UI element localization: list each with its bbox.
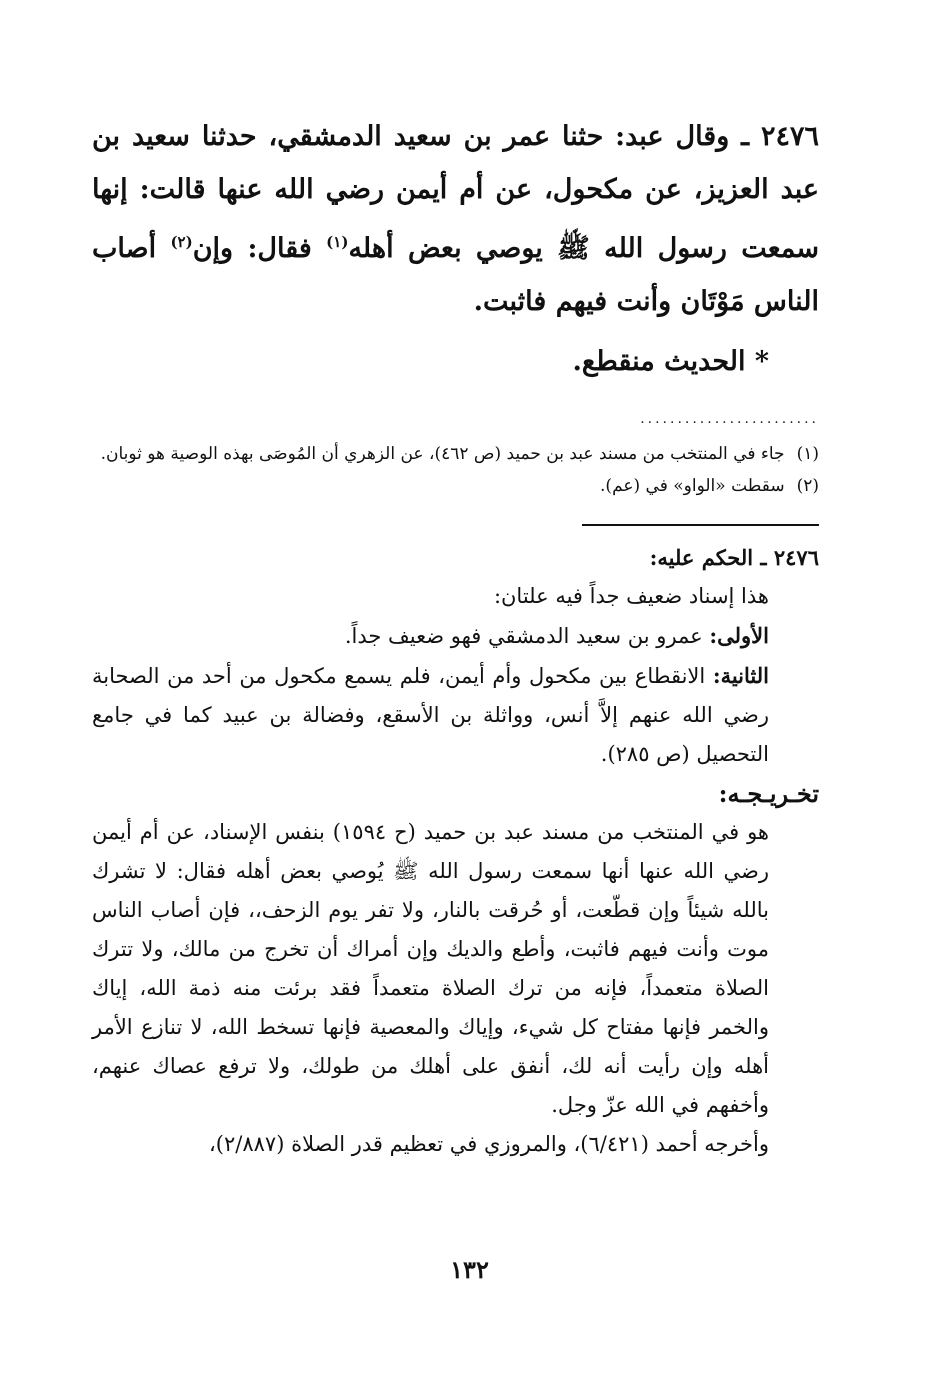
second-label: الثانية: bbox=[712, 663, 769, 688]
footnote-text: سقطت «الواو» في (عم). bbox=[600, 476, 785, 496]
ruling-intro: هذا إسناد ضعيف جداً فيه علتان: bbox=[493, 584, 769, 608]
footnote-number: (٢) bbox=[796, 476, 819, 496]
takhrij-paragraph-2: وأخرجه أحمد (٦/٤٢١)، والمروزي في تعظيم قدر الصلاة (٢/٨٨٧)، bbox=[209, 1132, 769, 1156]
second-text: الانقطاع بين مكحول وأم أيمن، فلم يسمع مكحول من أحد من الصحابة رضي الله عنهم إلاَّ أنس، وواثلة بن الأسقع، وفضالة بن عبيد كما في جامع التحصيل (ص ٢٨٥). bbox=[92, 664, 769, 766]
verdict-short: * الحديث منقطع. bbox=[572, 346, 769, 377]
first-label: الأولى: bbox=[709, 623, 769, 648]
section-divider bbox=[582, 524, 819, 526]
ruling-first bbox=[92, 616, 819, 656]
footnote-number: (١) bbox=[796, 444, 819, 464]
takhrij-paragraph-1: هو في المنتخب من مسند عبد بن حميد (ح ١٥٩٤) بنفس الإسناد، عن أم أيمن رضي الله عنها أنها سمعت رسول الله ﷺ يُوصي بعض أهله فقال: لا تشرك بالله شيئاً وإن قطّعت، أو حُرقت بالنار، ولا تفر يوم الزحف،، فإن أصاب الناس موت وأنت فيهم فاثبت، وأطع والديك وإن أمراك أن تخرج من مالك، ولا تترك الصلاة متعمداً، فإنه من ترك الصلاة متعمداً فقد برئت منه ذمة الله، إياك والخمر فإنها مفتاح كل شيء، وإياك والمعصية فإنها تسخط الله، لا تنازع الأمر أهله وإن رأيت أنه لك، أنفق على أهلك من طولك، ولا ترفع عصاك عنهم، وأخفهم في الله عزّ وجل. bbox=[92, 820, 770, 1117]
footnote-1 bbox=[92, 438, 819, 470]
footnote-2 bbox=[92, 470, 819, 502]
ruling-heading: ٢٤٧٦ ـ الحكم عليه: bbox=[649, 545, 819, 570]
hadith-body: وقال عبد: حثنا عمر بن سعيد الدمشقي، حدثنا سعيد بن عبد العزيز، عن مكحول، عن أم أيمن رضي الله عنها قالت: إنها سمعت رسول الله ﷺ يوصي بعض أهله bbox=[92, 121, 819, 264]
footnote-text: جاء في المنتخب من مسند عبد بن حميد (ص ٤٦٢)، عن الزهري أن المُوصَى بهذه الوصية هو ثوبان. bbox=[100, 444, 785, 464]
footnote-separator: ........................ bbox=[640, 411, 819, 427]
page-content bbox=[92, 110, 819, 1164]
footnote-ref-1: (١) bbox=[326, 233, 349, 251]
hadith-body-2: فقال: وإن bbox=[192, 233, 327, 264]
ruling-second bbox=[92, 656, 819, 774]
hadith-number: ٢٤٧٦ bbox=[761, 121, 820, 152]
hadith-text bbox=[92, 110, 819, 328]
commentary bbox=[92, 538, 819, 1164]
footnotes bbox=[92, 438, 819, 502]
takhrij-heading: تخـريـجـه: bbox=[718, 779, 819, 808]
first-text: عمرو بن سعيد الدمشقي فهو ضعيف جداً. bbox=[344, 624, 710, 648]
hadith-body-3: أصاب الناس مَوْتَان وأنت فيهم فاثبت. bbox=[92, 233, 819, 317]
footnote-ref-2: (٢) bbox=[170, 233, 193, 251]
page-number: ١٣٢ bbox=[450, 1255, 489, 1284]
hadith-dash: ـ bbox=[741, 121, 750, 152]
